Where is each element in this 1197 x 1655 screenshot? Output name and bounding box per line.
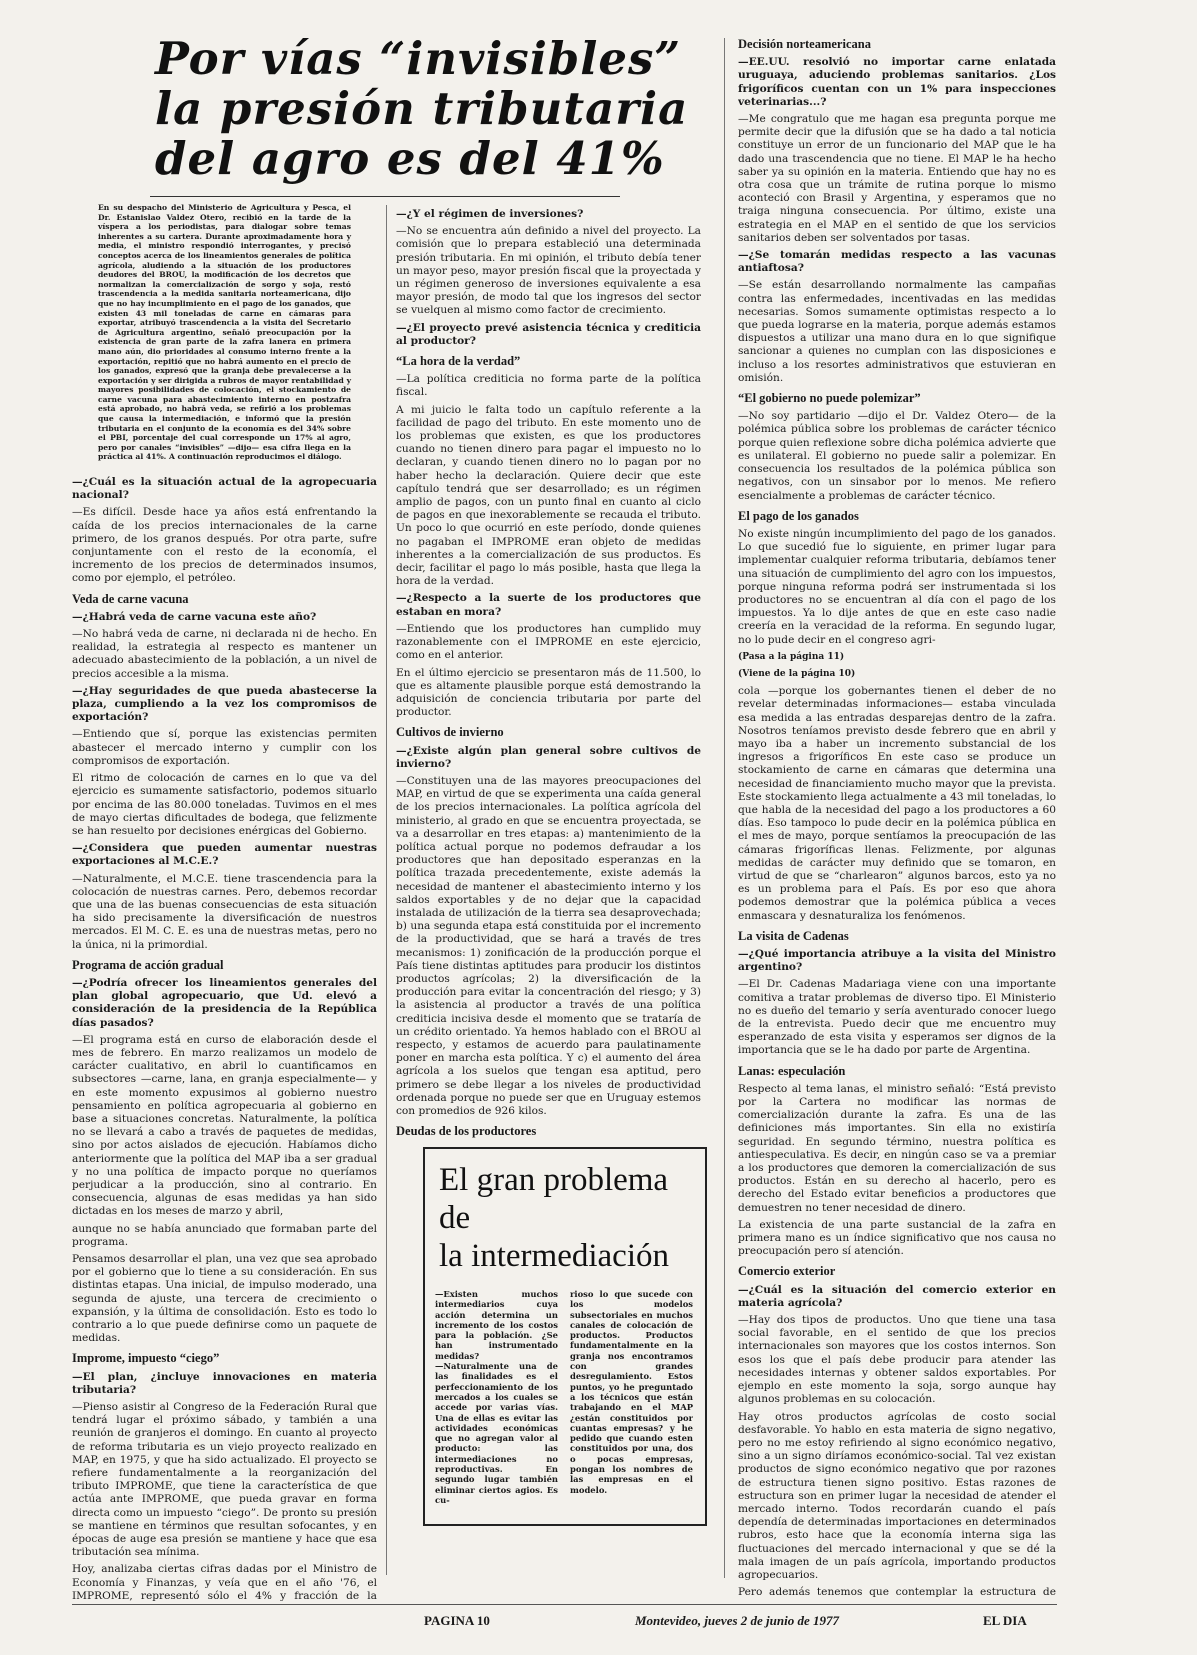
box-columns (435, 1289, 693, 1514)
box-title (425, 1149, 705, 1283)
page-number: PAGINA 10 (424, 1613, 490, 1628)
paragraph: Hay otros productos agrícolas de costo social desfavorable. Yo hablo en esta materia de signo negativo, pero no me estoy refiriendo al signo económico negativo, sino a un signo diríamos económico-social. Tal vez existan productos de signo económico negativo que por razones de estructura tienen signo positivo. Estas razones de estructura son en primer lugar la necesidad de atender el mercado interno. Todos recordarán cuando el país dependía de determinadas importaciones en determinados rubros, esto hace que la economía interna siga las fluctuaciones del mercado internacional y que se dé la mala imagen de un país agrícola, importando productos agropecuarios. (738, 1410, 1056, 1581)
headline-line-2: la presión tributaria (155, 82, 689, 135)
paragraph: —Naturalmente, el M.C.E. tiene trascendencia para la colocación de nuestras carnes. Pero, debemos recordar que una de las buenas consecuencias de esta situación ha sido precisamente la diversificación de nuestros mercados. El M. C. E. es una de nuestras metas, pero no la única, ni la primordial. (72, 872, 377, 951)
headline (155, 32, 689, 185)
paragraph: —Entiendo que sí, porque las existencias permiten abastecer el mercado interno y cumplir con los compromisos de exportación. (72, 728, 377, 767)
paragraph: cola —porque los gobernantes tienen el deber de no revelar determinadas informaciones— estaba vinculada esa medida a las entradas desparejas dentro de la zafra. Nosotros teníamos previsto desde febrero que en abril y mayo iba a haber un incremento substancial de los ingresos a frigoríficos En este caso se produce un stockamiento de carne en cámaras que determina una necesidad de financiamiento mucho mayor que la prevista. Este stockamiento llega actualmente a 43 mil toneladas, lo que habla de la necesidad del pago a los productores a 60 días. Eso tampoco lo pude decir en la polémica pública en el mes de mayo, porque sentíamos la preocupación de las cámaras frigoríficas llenas. Felizmente, por algunas medidas de carácter muy definido que se tomaron, en virtud de que se “charlearon” algunos barcos, esto ya no es un problema para el País. Es por eso que ahora podemos demostrar que la polémica pública a veces enmascara y desnaturaliza los fenómenos. (738, 685, 1056, 922)
continued-from-note: (Viene de la página 10) (738, 668, 856, 679)
box-right-column: rioso lo que sucede con los modelos subsectoriales en muchos canales de colocación de productos. Productos fundamentalmente en la granja nos encontramos con grandes desregulamiento. Estos puntos, yo he preguntado a los técnicos que están trabajando en el MAP ¿están constituidos por cuantas empresas? y he pedido que cuando esten constituidos por una, dos o pocas empresas, pongan los nombres de las empresas en el modelo. (570, 1289, 693, 1495)
paragraph: —El programa está en curso de elaboración desde el mes de febrero. En marzo realizamos un modelo de carácter cualitativo, en abril lo cuantificamos en subsectores —carne, lana, en granja especialmente— y en este momento expusimos al gobierno nuestro pensamiento en política agropecuaria al gobierno en base a situaciones concretas. Naturalmente, la política no se llevará a cabo a través de paquetes de medidas, sino por actos aislados de ejecución. Habíamos dicho anteriormente que la política del MAP iba a ser gradual y no una política de impacto porque no queríamos perjudicar a la producción, sino al contrario. En consecuencia, algunas de esas medidas ya han sido dictadas en los meses de marzo y abril, (72, 1033, 377, 1218)
paragraph: —No habrá veda de carne, ni declarada ni de hecho. En realidad, la estrategia al respecto es mantener un adecuado abastecimiento de la población, a un nivel de precios accesible a la misma. (72, 628, 377, 680)
question: —¿Cuál es la situación del comercio exterior en materia agrícola? (738, 1283, 1056, 1309)
box-title-line-1: El gran problema de (439, 1162, 669, 1236)
column-1 (72, 203, 377, 1603)
paragraph: La existencia de una parte sustancial de la zafra en primera mano es un índice significativo que nos causa no preocupación pero sí atención. (738, 1218, 1056, 1258)
subheading: El pago de los ganados (738, 508, 859, 523)
paragraph: —Es difícil. Desde hace ya años está enfrentando la caída de los precios internacionales de la carne primero, de los granos después. Por otra parte, sufre conjuntamente con el resto de la economía, el incremento de los precios de determinados insumos, como por ejemplo, el petróleo. (72, 506, 377, 585)
subheading: Programa de acción gradual (72, 957, 224, 972)
box-left-column: —Existen muchos intermediarios cuya acción determina un incremento de los costos para la población. ¿Se han instrumentado medidas? —Naturalmente una de las finalidades es el perfeccionamiento de los mercados a los cuales se accede por varias vías. Una de ellas es evitar las actividades económicas que no agregan valor al producto: las intermediaciones no reproductivas. En segundo lugar también eliminar ciertos agios. Es cu- (435, 1289, 558, 1505)
paragraph: Pensamos desarrollar el plan, una vez que sea aprobado por el gobierno que lo tiene a su consideración. En sus distintas etapas. Una inicial, de impulso moderado, una segunda de ajuste, una tercera de crecimiento o expansión, y la última de consolidación. Esto es todo lo contrario a lo que puede definirse como un paquete de medidas. (72, 1253, 377, 1345)
column-rule (724, 38, 725, 1578)
paragraph: No existe ningún incumplimiento del pago de los ganados. Lo que sucedió fue lo siguiente, en primer lugar para implementar cualquier reforma tributaria, debíamos tener una situación de cumplimiento del agro con los impuestos, porque ninguna reforma podrá ser instrumentada si los productores no se encuentran al día con el pago de los impuestos. Ya lo dije antes de que en este caso nadie creería en la veracidad de la reforma. En segundo lugar, no lo pude decir en el congreso agri- (738, 527, 1056, 646)
subheading: “El gobierno no puede polemizar” (738, 391, 921, 406)
paragraph: aunque no se había anunciado que formaban parte del programa. (72, 1222, 377, 1248)
subheading: Cultivos de invierno (396, 725, 504, 740)
column-3 (738, 38, 1056, 1598)
paragraph: Pero además tenemos que contemplar la estructura de (738, 1586, 1056, 1598)
paragraph: A mi juicio le falta todo un capítulo referente a la facilidad de pago del tributo. En este momento uno de los problemas que existen, es que los productores cuando no tienen dinero para pagar el impuesto no lo declaran, y cuando tienen dinero no lo pagan por no haber hecho la declaración. Quiere decir que este capítulo tendrá que ser desarrollado; es un régimen amplio de pagos, con un punto final en cuanto al ciclo de pagos en que inexorablemente se recauda el tributo. Un poco lo que ocurrió en este período, donde quienes no pagaban el IMPROME eran objeto de medidas inherentes a la comercialización de sus productos. Es decir, facilitar el pago lo más posible, hasta que llega la hora de la verdad. (396, 403, 701, 588)
subheading: Comercio exterior (738, 1264, 836, 1279)
question: —¿Habrá veda de carne vacuna este año? (72, 610, 317, 623)
subheading: Lanas: especulación (738, 1063, 846, 1078)
question: —¿Respecto a la suerte de los productores que estaban en mora? (396, 592, 701, 618)
paragraph: —Pienso asistir al Congreso de la Federación Rural que tendrá lugar el próximo sábado, y también a una reunión de granjeros el domingo. En cuanto al proyecto de reforma tributaria es un viejo proyecto realizado en MAP, en 1975, y que ha sido actualizado. El proyecto se refiere fundamentalmente a la reorganización del tributo IMPROME, que tiene la característica de que actúa ante IMPROME, que pueda gravar en forma directa como un impuesto “ciego”. De pronto su presión se mantiene en términos que resultan sofocantes, y en épocas de auge esa presión se mantiene y hace que esa tributación sea mínima. (72, 1401, 377, 1559)
paragraph: En el último ejercicio se presentaron más de 11.500, lo que es altamente plausible porque está demostrando la adquisición de conciencia tributaria por parte del productor. (396, 666, 701, 719)
subheading: Deudas de los productores (396, 1124, 537, 1138)
question: —¿Cuál es la situación actual de la agropecuaria nacional? (72, 476, 377, 502)
headline-rule (150, 196, 620, 197)
paragraph: —El Dr. Cadenas Madariaga viene con una importante comitiva a tratar problemas de diverso tipo. El Ministerio no es dueño del temario y sería aventurado conocer luego de la entrevista. Puedo decir que me encuentro muy esperanzado de esta visita y esperamos ser dignos de la importancia que se le ha dado por parte de Argentina. (738, 978, 1056, 1057)
subheading: La visita de Cadenas (738, 928, 849, 943)
question: —El plan, ¿incluye innovaciones en materia tributaria? (72, 1370, 377, 1396)
paragraph: —No soy partidario —dijo el Dr. Valdez Otero— de la polémica pública sobre los problemas de carácter técnico porque quien reflexione sobre dicha polémica advierte que es unilateral. El gobierno no puede salir a polemizar. En consecuencia los resultados de la polémica pública son negativos, con un sinsabor por lo menos. Me refiero esencialmente a problemas de carácter técnico. (738, 410, 1056, 502)
sidebar-box (423, 1147, 707, 1526)
question: —¿Existe algún plan general sobre cultivos de invierno? (396, 744, 701, 770)
paragraph: Hoy, analizaba ciertas cifras dadas por el Ministro de Economía y Finanzas, y veía que en el año '76, el IMPROME, representó sólo el 4% y fracción de la (72, 1563, 377, 1602)
question: —¿Hay seguridades de que pueda abastecerse la plaza, cumpliendo a la vez los compromisos de exportación? (72, 684, 377, 724)
headline-line-3: del agro es del 41% (155, 132, 665, 185)
paragraph: —Entiendo que los productores han cumplido muy razonablemente con el IMPROME en este ejercicio, como en el anterior. (396, 622, 701, 662)
newspaper-name: EL DIA (983, 1613, 1027, 1628)
question: —¿Qué importancia atribuye a la visita del Ministro argentino? (738, 948, 1056, 974)
column-2 (396, 208, 701, 1138)
question: —¿El proyecto prevé asistencia técnica y crediticia al productor? (396, 321, 701, 347)
question: —¿Y el régimen de inversiones? (396, 208, 584, 220)
paragraph: —Constituyen una de las mayores preocupaciones del MAP, en virtud de que se experimenta una caída general de los precios internacionales. La política agrícola del ministerio, al grado en que se encuentra proyectada, se va a desarrollar en tres etapas: a) mantenimiento de la política actual porque no podemos defraudar a los productores que han depositado esperanzas en la política trazada precedentemente, existe además la necesidad de mantener el abastecimiento interno y los saldos exportables y de no dejar que la capacidad instalada de utilización de la tierra sea desaprovechada; b) una segunda etapa está constituida por el incremento de la productividad, que se hará a través de tres mecanismos: 1) zonificación de la producción porque el País tiene distintas aptitudes para producir los distintos productos agrícolas; 2) la diversificación de la producción para evitar la concentración del riesgo; y 3) la asistencia al productor a través de una política crediticia incisiva desde el momento que se trataría de un crédito orientado. Ya hemos hablado con el BROU al respecto, y estamos de acuerdo para paulatinamente poner en marcha esta política. Y c) el aumento del área agrícola a los suelos que tengan esa aptitud, pero primero se debe llegar a los niveles de productividad ordenada porque no puede ser que en Uruguay estemos con promedios de 926 kilos. (396, 774, 701, 1117)
subheading: Decisión norteamericana (738, 38, 871, 51)
subheading: “La hora de la verdad” (396, 354, 521, 369)
subheading: Veda de carne vacuna (72, 591, 189, 606)
paragraph: —Hay dos tipos de productos. Uno que tiene una tasa social favorable, en el sentido de que los precios internacionales son mayores que los costos internos. Son esos los que el país debe producir para atender las necesidades internas y obtener saldos exportables. Por ejemplo en este momento la soja, sorgo aunque hay algunos problemas en su colocación. (738, 1314, 1056, 1406)
question: —¿Se tomarán medidas respecto a las vacunas antiaftosa? (738, 249, 1056, 275)
dateline: Montevideo, jueves 2 de junio de 1977 (635, 1613, 840, 1628)
paragraph: Respecto al tema lanas, el ministro señaló: “Está previsto por la Cartera no modificar las normas de comercialización durante la zafra. Es una de las definiciones más importantes. Sin ella no existiría seguridad. En segundo término, nuestra política es antiespeculativa. Es decir, en ningún caso se va a premiar a los productores que demoren la comercialización de sus productos. Están en su derecho al hacerlo, pero es derecho del Estado evitar beneficios a productores que demuestren no tener necesidad de dinero. (738, 1082, 1056, 1214)
question: —¿Considera que pueden aumentar nuestras exportaciones al M.C.E.? (72, 842, 377, 868)
paragraph: —La política crediticia no forma parte de la política fiscal. (396, 373, 701, 399)
headline-line-1: Por vías “invisibles” (155, 32, 682, 85)
box-title-line-2: la intermediación (439, 1238, 669, 1274)
paragraph: —Me congratulo que me hagan esa pregunta porque me permite decir que la difusión que se ha dado a tal noticia constituye un error de un funcionario del MAP que le ha dado una trascendencia que no tiene. El MAP le ha hecho saber ya su opinión en la materia. Entiendo que hay no es otra cosa que un trámite de rutina porque lo mismo aconteció con Brasil y Argentina, y esperamos que no traiga ninguna consecuencia. Por último, existe una estrategia en el MAP en el sentido de que los servicios sanitarios deben ser solventados por tasas. (738, 113, 1056, 244)
paragraph: —Se están desarrollando normalmente las campañas contra las enfermedades, incentivadas en las medidas necesarias. Somos sumamente optimistas respecto a lo que pueda lograrse en la materia, porque además estamos dispuestos a utilizar una mano dura en lo que signifique sancionar a quienes no cumplan con las disposiciones e incluso a los resortes administrativos que estuvieran en omisión. (738, 279, 1056, 384)
column-rule (386, 205, 387, 1575)
subheading: Improme, impuesto “ciego” (72, 1351, 220, 1366)
question: —¿Podría ofrecer los lineamientos generales del plan global agropecuario, que Ud. elevó a consideración de la presidencia de la República días pasados? (72, 976, 377, 1029)
intro-paragraph: En su despacho del Ministerio de Agricultura y Pesca, el Dr. Estanislao Valdez Otero, recibió en la tarde de la víspera a los periodistas, para dialogar sobre temas inherentes a su cartera. Durante aproximadamente hora y media, el ministro respondió interrogantes, y precisó conceptos acerca de los lineamientos generales de política agrícola, aludiendo a la situación de los productores deudores del BROU, la modificación de los decretos que normalizan la comercialización de sorgo y soja, restó trascendencia a la medida sanitaria norteamericana, dijo que no hay incumplimiento en el pago de los ganados, que existen 43 mil toneladas de carne en cámaras para exportar, atribuyó trascendencia a la visita del Secretario de Agricultura argentino, señaló preocupación por la existencia de gran parte de la zafra lanera en primera mano aún, dio prioridades al consumo interno frente a la exportación, repitió que no habrá aumento en el precio de los ganados, expresó que la granja debe prevalecerse a la exportación y ser dirigida a rubros de mayor rentabilidad y mayores posibilidades de colocación, el stockamiento de carne vacuna para abastecimiento interno en postzafra está aprobado, no habrá veda, se refirió a los problemas que causa la intermediación, e informó que la presión tributaria en el conjunto de la economía es del 34% sobre el PBI, porcentaje del cual corresponde un 17% al agro, pero por canales “invisibles” —dijo— esa cifra llega en la práctica al 41%. A continuación reproducimos el diálogo. (98, 203, 351, 462)
paragraph: —No se encuentra aún definido a nivel del proyecto. La comisión que lo prepara estableció una determinada presión tributaria. En mi opinión, el tributo debía tener un mayor peso, mayor presión fiscal que la proyectada y un régimen generoso de inversiones equivalente a esa mayor presión, de modo tal que los ingresos del sector se vuelquen al mismo como factor de crecimiento. (396, 225, 701, 317)
question: —EE.UU. resolvió no importar carne enlatada uruguaya, aduciendo problemas sanitarios. ¿Los frigoríficos cuentan con un 1% para inspecciones veterinarias...? (738, 56, 1056, 108)
paragraph: El ritmo de colocación de carnes en lo que va del ejercicio es sumamente satisfactorio, podemos situarlo por encima de las 80.000 toneladas. Tuvimos en el mes de mayo ciertas dificultades de bodega, que felizmente se han resuelto por decisiones enérgicas del Gobierno. (72, 772, 377, 837)
continued-note: (Pasa a la página 11) (738, 651, 845, 662)
footer-rule (72, 1604, 1057, 1605)
